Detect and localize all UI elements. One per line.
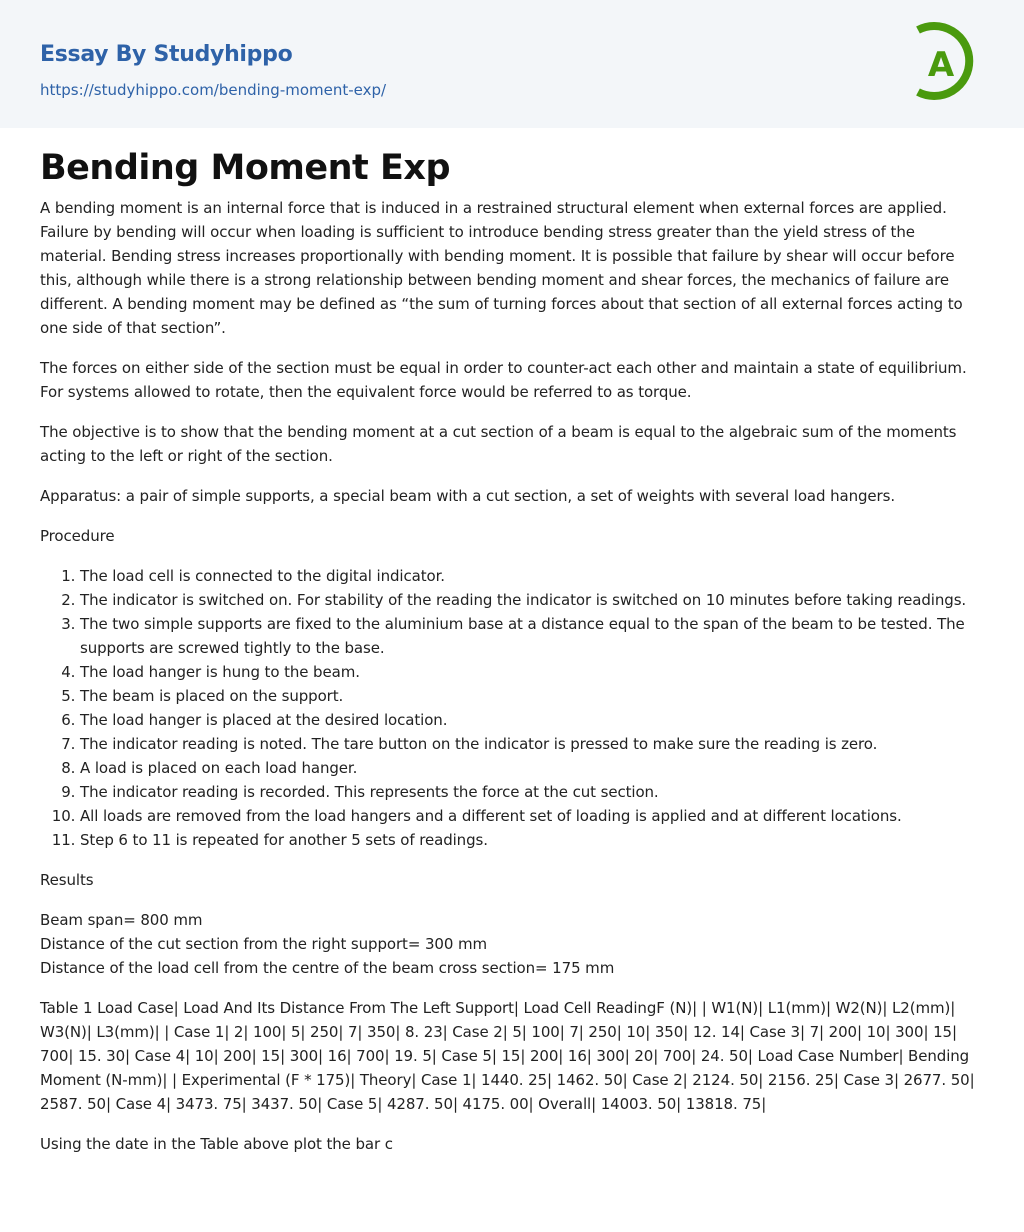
paragraph: The objective is to show that the bending moment at a cut section of a beam is equal to the algebraic sum of the moments acting to the left or right of the section.: [40, 423, 957, 465]
site-header: [0, 0, 1024, 128]
results-heading: Results: [40, 871, 94, 889]
studyhippo-logo-icon: [912, 18, 986, 104]
paragraph: The forces on either side of the section must be equal in order to counter-act each other and maintain a state of equilibrium. For systems allowed to rotate, then the equivalent force would be referred to as torque.: [40, 359, 967, 401]
list-item: 2. The indicator is switched on. For stability of the reading the indicator is switched on 10 minutes before taking readings.: [80, 588, 984, 612]
list-item: 8. A load is placed on each load hanger.: [80, 756, 984, 780]
paragraph: Using the date in the Table above plot the bar c: [40, 1135, 393, 1153]
list-item: 7. The indicator reading is noted. The tare button on the indicator is pressed to make sure the reading is zero.: [80, 732, 984, 756]
svg-text:A: A: [927, 45, 955, 85]
procedure-list: [80, 564, 984, 852]
cut-distance: Distance of the cut section from the right support= 300 mm: [40, 935, 487, 953]
list-item: 5. The beam is placed on the support.: [80, 684, 984, 708]
paragraph: A bending moment is an internal force that is induced in a restrained structural element when external forces are applied. Failure by bending will occur when loading is sufficient to introduce bending stress greater than the yield stress of the material. Bending stress increases proportionally with bending moment. It is possible that failure by shear will occur before this, although while there is a strong relationship between bending moment and shear forces, the mechanics of failure are different. A bending moment may be defined as “the sum of turning forces about that section of all external forces acting to one side of that section”.: [40, 199, 963, 337]
list-item: 3. The two simple supports are fixed to the aluminium base at a distance equal to the span of the beam to be tested. The supports are screwed tightly to the base.: [80, 612, 984, 660]
list-item: 6. The load hanger is placed at the desired location.: [80, 708, 984, 732]
list-item: 10. All loads are removed from the load hangers and a different set of loading is applied and at different locations.: [80, 804, 984, 828]
paragraph: Apparatus: a pair of simple supports, a special beam with a cut section, a set of weights with several load hangers.: [40, 487, 896, 505]
procedure-heading: Procedure: [40, 527, 115, 545]
load-cell-distance: Distance of the load cell from the centre of the beam cross section= 175 mm: [40, 959, 615, 977]
list-item: 1. The load cell is connected to the digital indicator.: [80, 564, 984, 588]
source-link[interactable]: https://studyhippo.com/bending-moment-exp/: [40, 81, 387, 99]
beam-span: Beam span= 800 mm: [40, 911, 203, 929]
page-title: Bending Moment Exp: [40, 148, 450, 188]
list-item: 9. The indicator reading is recorded. This represents the force at the cut section.: [80, 780, 984, 804]
table-text: Table 1 Load Case| Load And Its Distance From The Left Support| Load Cell ReadingF (N)| | W1(N)| L1(mm)| W2(N)| L2(mm)| W3(N)| L3(mm)| | Case 1| 2| 100| 5| 250| 7| 350| 8. 23| Case 2| 5| 100| 7| 250| 10| 350| 12. 14| Case 3| 7| 200| 10| 300| 15| 700| 15. 30| Case 4| 10| 200| 15| 300| 16| 700| 19. 5| Case 5| 15| 200| 16| 300| 20| 700| 24. 50| Load Case Number| Bending Moment (N-mm)| | Experimental (F * 175)| Theory| Case 1| 1440. 25| 1462. 50| Case 2| 2124. 50| 2156. 25| Case 3| 2677. 50| 2587. 50| Case 4| 3473. 75| 3437. 50| Case 5| 4287. 50| 4175. 00| Overall| 14003. 50| 13818. 75|: [40, 999, 975, 1113]
list-item: 4. The load hanger is hung to the beam.: [80, 660, 984, 684]
list-item: 11. Step 6 to 11 is repeated for another 5 sets of readings.: [80, 828, 984, 852]
results-block: [40, 908, 984, 980]
article: [0, 128, 1024, 1156]
brand-title: Essay By Studyhippo: [40, 42, 293, 67]
